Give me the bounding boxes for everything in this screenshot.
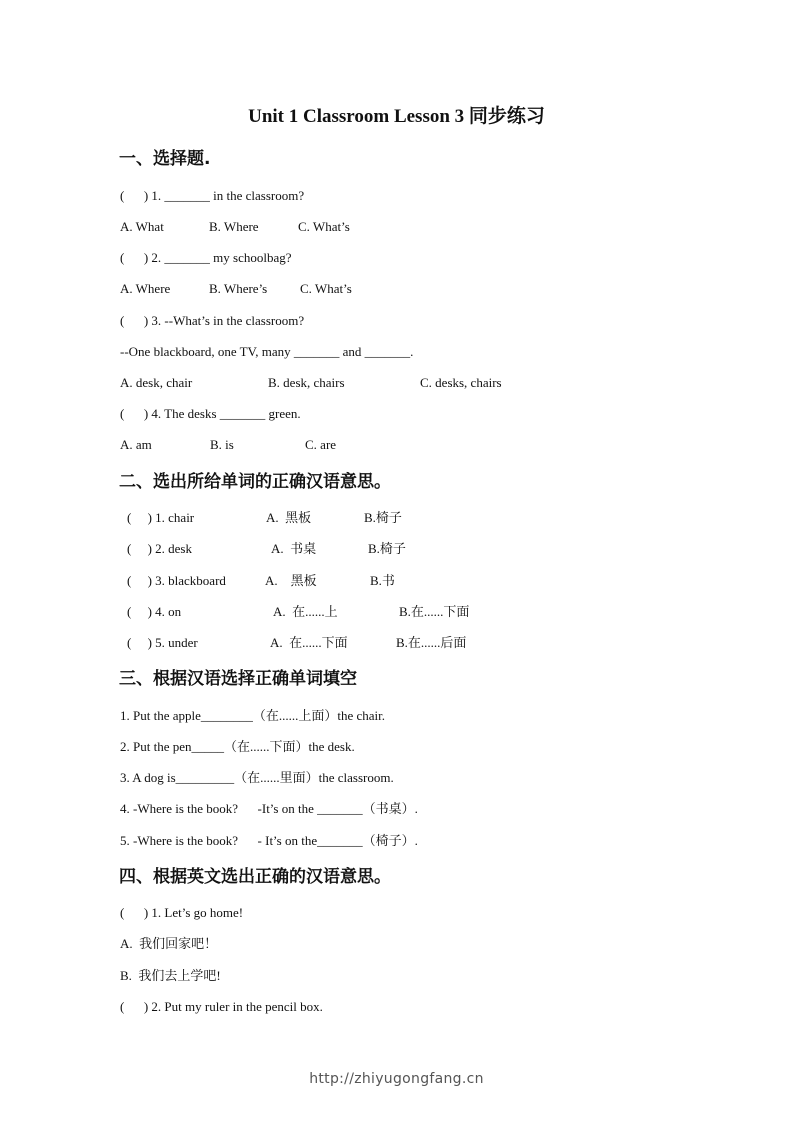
page-title: Unit 1 Classroom Lesson 3 同步练习: [248, 106, 545, 127]
fill-blank-3: 3. A dog is_________（在......里面）the classroom.: [120, 770, 394, 785]
word-1: ( ) 1. chair: [127, 510, 195, 525]
q3-option-b: B. desk, chairs: [268, 375, 345, 390]
q4-option-a: A. am: [120, 437, 152, 452]
section1-heading: 一、选择题.: [119, 149, 211, 169]
word-4: ( ) 4. on: [127, 604, 182, 619]
translate-question-1: ( ) 1. Let’s go home!: [120, 905, 244, 920]
question-3: ( ) 3. --What’s in the classroom?: [120, 313, 305, 328]
word-3: ( ) 3. blackboard: [127, 573, 226, 588]
q1-option-b: B. Where: [209, 219, 259, 234]
q4-option-b: B. is: [210, 437, 234, 452]
fill-blank-1: 1. Put the apple________（在......上面）the chair.: [120, 708, 386, 723]
word-3-option-a: A. 黑板: [265, 573, 317, 588]
word-5-option-a: A. 在......下面: [270, 635, 348, 650]
word-2: ( ) 2. desk: [127, 541, 192, 556]
word-2-option-a: A. 书桌: [271, 541, 317, 556]
word-5: ( ) 5. under: [127, 635, 198, 650]
footer-url: http://zhiyugongfang.cn: [309, 1071, 484, 1087]
q3-option-c: C. desks, chairs: [420, 375, 502, 390]
section2-heading: 二、选出所给单词的正确汉语意思。: [119, 472, 391, 492]
word-3-option-b: B.书: [370, 573, 395, 588]
translate-question-2: ( ) 2. Put my ruler in the pencil box.: [120, 999, 323, 1014]
word-2-option-b: B.椅子: [368, 541, 406, 556]
word-4-option-b: B.在......下面: [399, 604, 470, 619]
question-2: ( ) 2. _______ my schoolbag?: [120, 250, 292, 265]
q2-option-c: C. What’s: [300, 281, 352, 296]
fill-blank-4: 4. -Where is the book? -It’s on the _______（书桌）.: [120, 801, 418, 816]
q1-option-a: A. What: [120, 219, 164, 234]
section4-heading: 四、根据英文选出正确的汉语意思。: [119, 867, 391, 887]
q2-option-b: B. Where’s: [209, 281, 268, 296]
q2-option-a: A. Where: [120, 281, 171, 296]
q4-option-c: C. are: [305, 437, 337, 452]
section3-heading: 三、根据汉语选择正确单词填空: [119, 669, 357, 689]
translate-q1-option-a: A. 我们回家吧！: [120, 936, 218, 951]
translate-q1-option-b: B. 我们去上学吧!: [120, 968, 221, 983]
fill-blank-2: 2. Put the pen_____（在......下面）the desk.: [120, 739, 355, 754]
word-1-option-b: B.椅子: [364, 510, 402, 525]
question-4: ( ) 4. The desks _______ green.: [120, 406, 301, 421]
word-5-option-b: B.在......后面: [396, 635, 467, 650]
question-1: ( ) 1. _______ in the classroom?: [120, 188, 305, 203]
q1-option-c: C. What’s: [298, 219, 350, 234]
q3-option-a: A. desk, chair: [120, 375, 193, 390]
word-4-option-a: A. 在......上: [273, 604, 338, 619]
question-3-answer: --One blackboard, one TV, many _______ and _______.: [120, 344, 414, 359]
word-1-option-a: A. 黑板: [266, 510, 312, 525]
fill-blank-5: 5. -Where is the book? - It’s on the_______（椅子）.: [120, 833, 418, 848]
